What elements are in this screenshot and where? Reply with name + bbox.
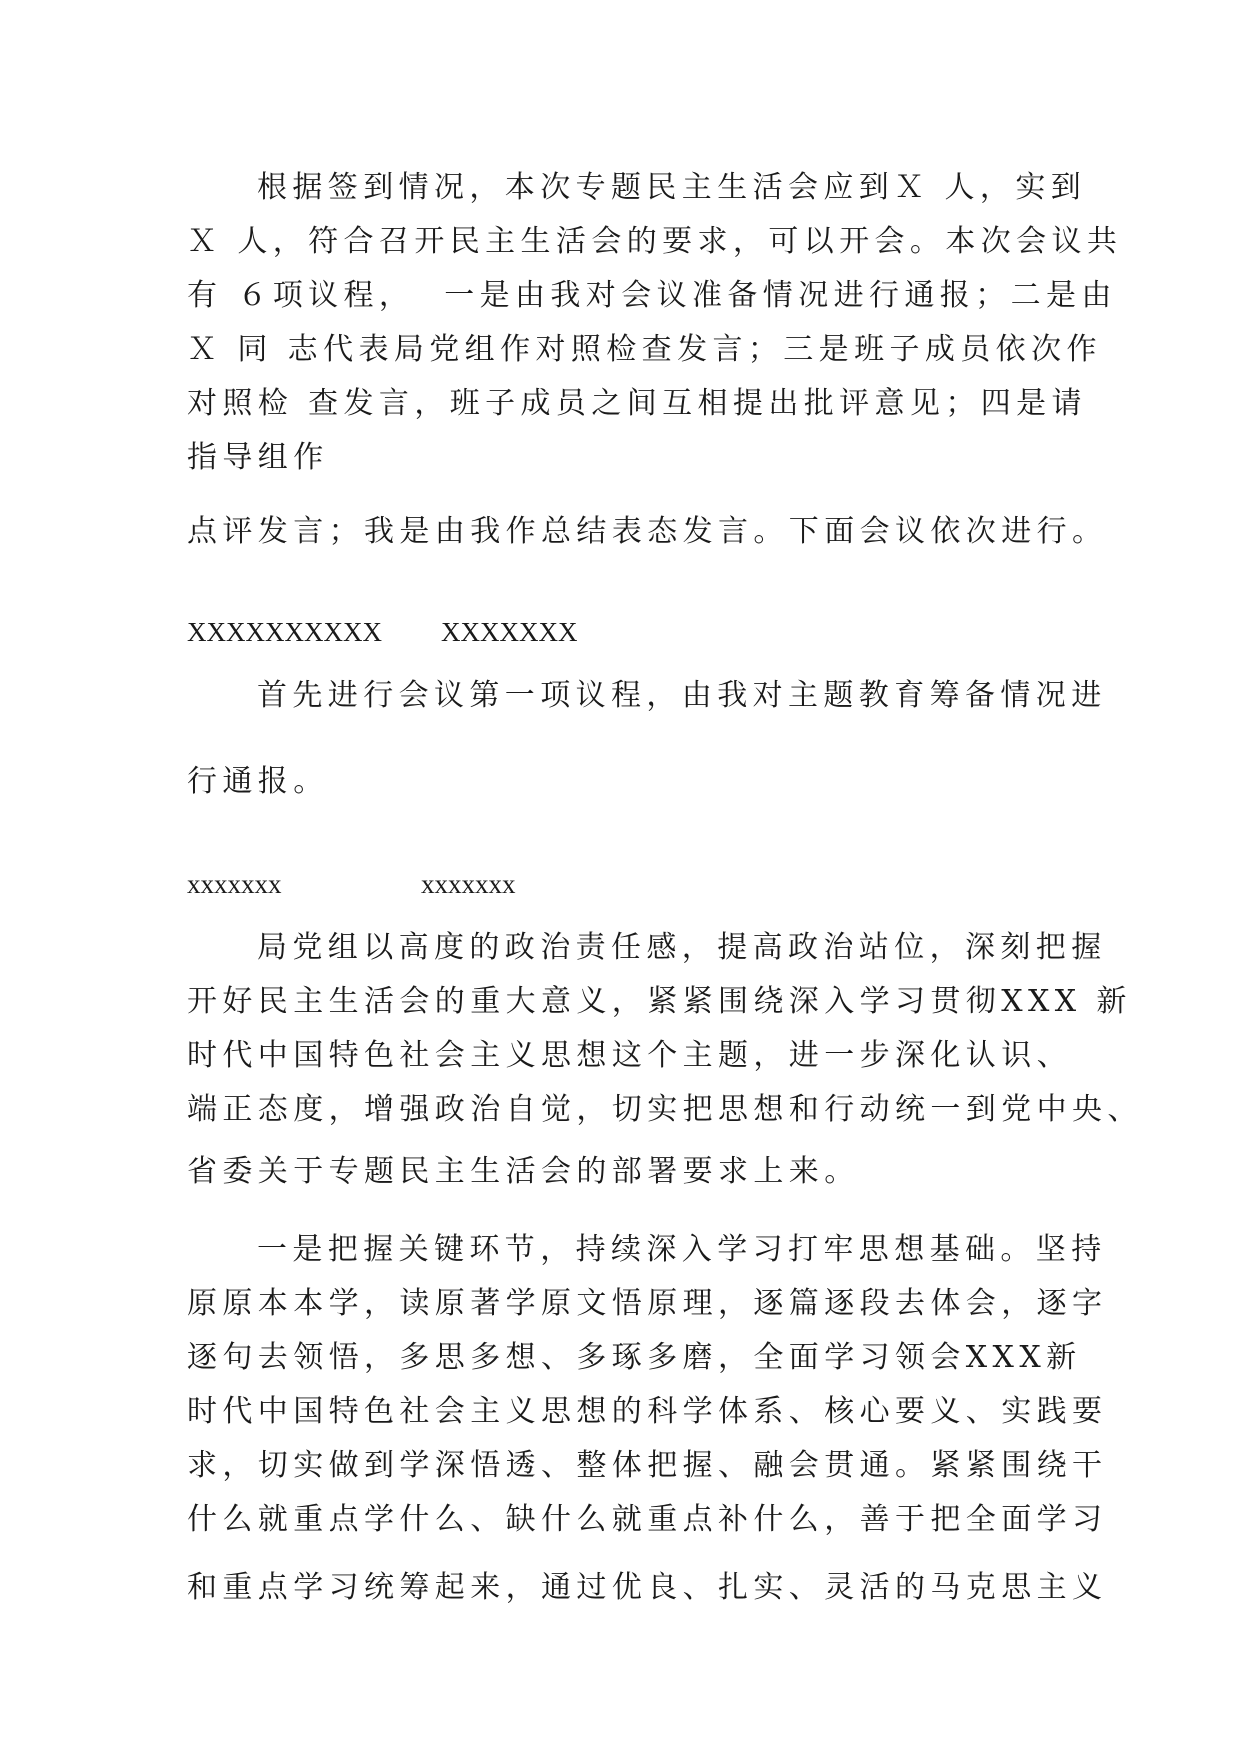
paragraph-line: 指导组作 (187, 440, 329, 475)
paragraph-line: 点评发言；我是由我作总结表态发言。下面会议依次进行。 (187, 514, 1108, 549)
paragraph-line: 行通报。 (187, 764, 329, 799)
paragraph-line: 什么就重点学什么、缺什么就重点补什么，善于把全面学习 (187, 1502, 1108, 1537)
paragraph-line: 逐句去领悟，多思多想、多琢多磨，全面学习领会XXX新 (187, 1340, 1082, 1375)
paragraph-line: 一是把握关键环节，持续深入学习打牢思想基础。坚持 (257, 1232, 1107, 1267)
paragraph-line: 时代中国特色社会主义思想的科学体系、核心要义、实践要 (187, 1394, 1108, 1429)
paragraph-line: 求，切实做到学深悟透、整体把握、融会贯通。紧紧围绕干 (187, 1448, 1108, 1483)
subheading-placeholder-left: xxxxxxx (187, 869, 282, 899)
paragraph-line: Ｘ 同 志代表局党组作对照检查发言；三是班子成员依次作 (187, 332, 1102, 367)
paragraph-line: 端正态度，增强政治自觉，切实把思想和行动统一到党中央、 (187, 1092, 1143, 1127)
subheading-placeholder-right: xxxxxxx (421, 869, 516, 899)
paragraph-line: 根据签到情况，本次专题民主生活会应到Ｘ 人，实到 (257, 170, 1087, 205)
paragraph-line: 开好民主生活会的重大意义，紧紧围绕深入学习贯彻XXX 新 (187, 984, 1132, 1019)
paragraph-line: 首先进行会议第一项议程，由我对主题教育筹备情况进 (257, 678, 1107, 713)
paragraph-line: 有 ６项议程， 一是由我对会议准备情况进行通报；二是由 (187, 278, 1117, 313)
paragraph-line: 局党组以高度的政治责任感，提高政治站位，深刻把握 (257, 930, 1107, 965)
paragraph-line: 省委关于专题民主生活会的部署要求上来。 (187, 1154, 860, 1189)
heading-placeholder-right: XXXXXXX (441, 617, 578, 647)
paragraph-line: Ｘ 人，符合召开民主生活会的要求，可以开会。本次会议共 (187, 224, 1123, 259)
heading-placeholder-left: XXXXXXXXXX (187, 617, 382, 647)
paragraph-line: 时代中国特色社会主义思想这个主题，进一步深化认识、 (187, 1038, 1072, 1073)
paragraph-line: 对照检 查发言，班子成员之间互相提出批评意见；四是请 (187, 386, 1087, 421)
paragraph-line: 和重点学习统筹起来，通过优良、扎实、灵活的马克思主义 (187, 1570, 1108, 1605)
paragraph-line: 原原本本学，读原著学原文悟原理，逐篇逐段去体会，逐字 (187, 1286, 1108, 1321)
